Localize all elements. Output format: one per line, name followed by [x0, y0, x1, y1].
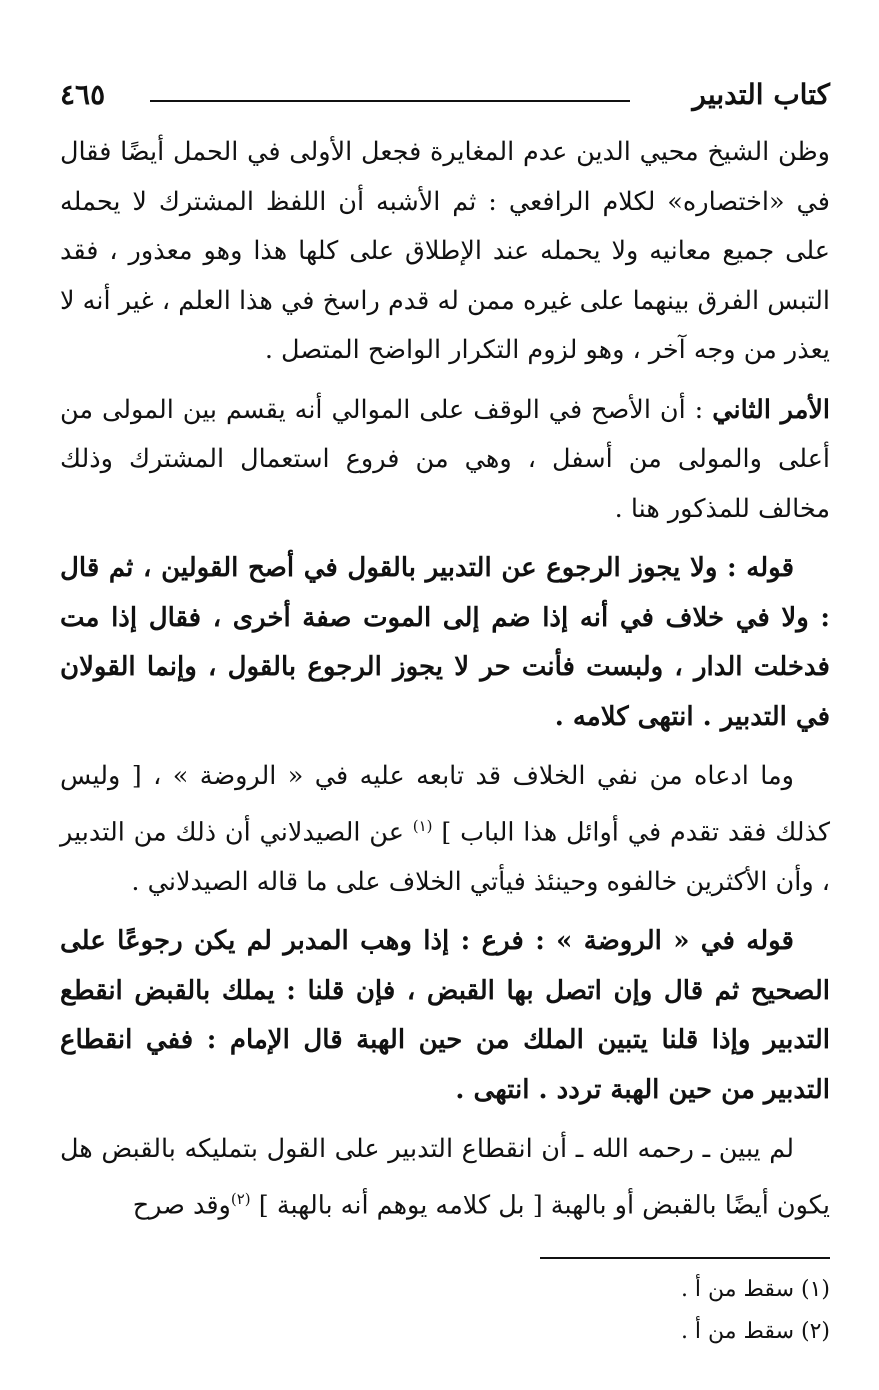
footnote-marker-2: (٢)	[230, 1189, 251, 1208]
paragraph-text: لم يبين ـ رحمه الله ـ أن انقطاع التدبير على القول بتمليكه بالقبض هل يكون أيضًا بالقبض أو بالهبة [ بل كلامه يوهم أنه بالهبة ]	[60, 1134, 830, 1220]
paragraph-5-quote	[60, 917, 830, 1115]
paragraph-text: وقد صرح	[132, 1190, 231, 1220]
footnotes	[60, 1269, 830, 1353]
paragraph-text: وما ادعاه من نفي الخلاف قد تابعه عليه في « الروضة » ، [ وليس كذلك فقد تقدم في أوائل هذا الباب ]	[60, 761, 831, 847]
paragraph-text: قوله في « الروضة » : فرع : إذا وهب المدبر لم يكن رجوعًا على الصحيح ثم قال وإن اتصل بها القبض ، فإن قلنا : يملك بالقبض انقطع التدبير وإذا قلنا يتبين الملك من حين الهبة قال الإمام : ففي انقطاع التدبير من حين الهبة تردد . انتهى .	[60, 926, 830, 1105]
page-header	[60, 78, 830, 128]
page-number: ٤٦٥	[60, 78, 106, 111]
footnote-marker-1: (١)	[412, 816, 433, 835]
footnote-1: (١) سقط من أ .	[680, 1276, 830, 1302]
paragraph-2	[60, 386, 830, 535]
paragraph-4	[60, 752, 830, 907]
paragraph-6	[60, 1125, 830, 1231]
paragraph-text: : أن الأصح في الوقف على الموالي أنه يقسم بين المولى من أعلى والمولى من أسفل ، وهي من فروع استعمال المشترك وذلك مخالف للمذكور هنا .	[60, 394, 830, 524]
paragraph-3-quote	[60, 544, 830, 742]
footnote-separator	[540, 1257, 830, 1259]
footnote-2: (٢) سقط من أ .	[680, 1318, 830, 1344]
header-rule	[150, 100, 630, 102]
paragraph-text: وظن الشيخ محيي الدين عدم المغايرة فجعل الأولى في الحمل أيضًا فقال في «اختصاره» لكلام الرافعي : ثم الأشبه أن اللفظ المشترك لا يحمله على جميع معانيه ولا يحمله عند الإطلاق على كلها هذا وهو معذور ، فقد التبس الفرق بينهما على غيره ممن له قدم راسخ في هذا العلم ، غير أنه لا يعذر من وجه آخر ، وهو لزوم التكرار الواضح المتصل .	[60, 137, 830, 365]
paragraph-lead: الأمر الثاني	[712, 394, 830, 425]
book-page	[60, 78, 830, 1368]
paragraph-1	[60, 128, 830, 376]
running-title: كتاب التدبير	[692, 78, 830, 111]
paragraph-text: قوله : ولا يجوز الرجوع عن التدبير بالقول في أصح القولين ، ثم قال : ولا في خلاف في أنه إذا ضم إلى الموت صفة أخرى ، فقال إذا مت فدخلت الدار ، ولبست فأنت حر لا يجوز الرجوع بالقول ، وإنما القولان في التدبير . انتهى كلامه .	[60, 553, 830, 732]
paragraph-text: عن الصيدلاني أن ذلك من التدبير ، وأن الأكثرين خالفوه وحينئذ فيأتي الخلاف على ما قاله الصيدلاني .	[60, 817, 830, 897]
